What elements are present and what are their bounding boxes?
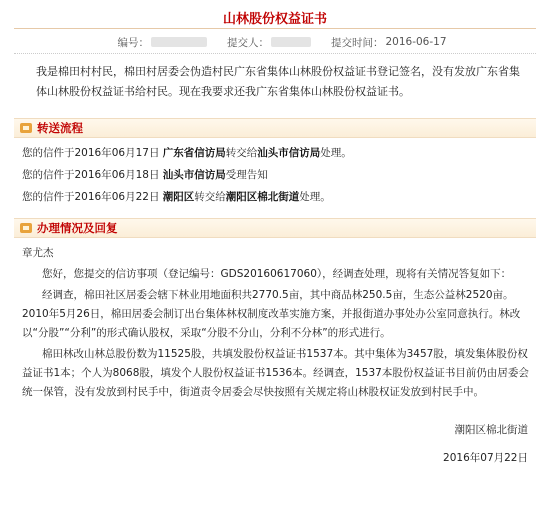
flow-to: 潮阳区棉北街道 [225, 191, 300, 203]
reply-section-header [14, 218, 536, 238]
flow-to: 汕头市信访局 [257, 147, 321, 159]
submitter-label: 提交人： [226, 36, 269, 49]
reply-paragraph: 经调查，棉田社区居委会辖下林业用地面积共2770.5亩，其中商品林250.5亩，生态公益林2520亩。2010年5月26日，棉田居委会制订出台集体林权制度改革实施方案，并报街道办事处办公室同意执行。林改以“分股”“分利”的形式确认股权，采取“分股不分山，分利不分林”的形式进行。 [22, 289, 521, 339]
reply-footer [14, 420, 536, 468]
flow-action: 转交给 [194, 191, 226, 203]
meta-bar [14, 33, 536, 51]
flow-list [14, 138, 536, 208]
flow-action: 受理告知 [225, 169, 268, 181]
flow-date: 您的信件于2016年06月17日 [22, 147, 163, 159]
flow-from: 潮阳区 [162, 191, 195, 203]
title-divider [14, 28, 536, 29]
reply-heading: 办理情况及回复 [37, 221, 118, 235]
reply-greeting: 您好，您提交的信访事项（登记编号：GDS20160617060），经调查处理，现将有关情况答复如下： [42, 268, 512, 280]
flow-row [22, 186, 536, 208]
time-value: 2016-06-17 [385, 36, 447, 48]
flow-from: 广东省信访局 [162, 147, 226, 159]
flow-heading: 转送流程 [37, 121, 83, 135]
number-label: 编号： [117, 36, 149, 49]
flow-row [22, 164, 536, 186]
reply-content [14, 238, 536, 402]
flow-suffix: 处理。 [299, 191, 331, 203]
letter-content: 我是棉田村村民，棉田村居委会伪造村民广东省集体山林股份权益证书登记签名，没有发放广东省集体山林股份权益证书给村民。现在我要求还我广东省集体山林股份权益证书。 [36, 65, 520, 98]
submitter-redacted [271, 37, 311, 47]
reply-paragraph: 棉田林改山林总股份数为11525股，共填发股份权益证书1537本。其中集体为3457股，填发集体股份权益证书1本；个人为8068股，填发个人股份权益证书1536本。经调查，1537本股份权益证书目前仍由居委会统一保管，没有发放到村民手中，街道责令居委会尽快按照有关规定将山林股权证发放到村民手中。 [22, 348, 529, 398]
page-title: 山林股份权益证书 [222, 12, 327, 27]
time-label: 提交时间： [330, 36, 384, 49]
reply-name: 章尤杰 [22, 247, 54, 259]
flow-suffix: 处理。 [320, 147, 352, 159]
flow-date: 您的信件于2016年06月22日 [22, 191, 163, 203]
reply-signature: 潮阳区棉北街道 [454, 424, 528, 436]
folder-icon [20, 223, 32, 233]
reply-date: 2016年07月22日 [443, 452, 528, 464]
flow-from: 汕头市信访局 [162, 169, 226, 181]
flow-date: 您的信件于2016年06月18日 [22, 169, 163, 181]
number-redacted [151, 37, 207, 47]
flow-action: 转交给 [225, 147, 258, 159]
flow-section-header [14, 118, 536, 138]
flow-row [22, 142, 536, 164]
folder-icon [20, 123, 32, 133]
